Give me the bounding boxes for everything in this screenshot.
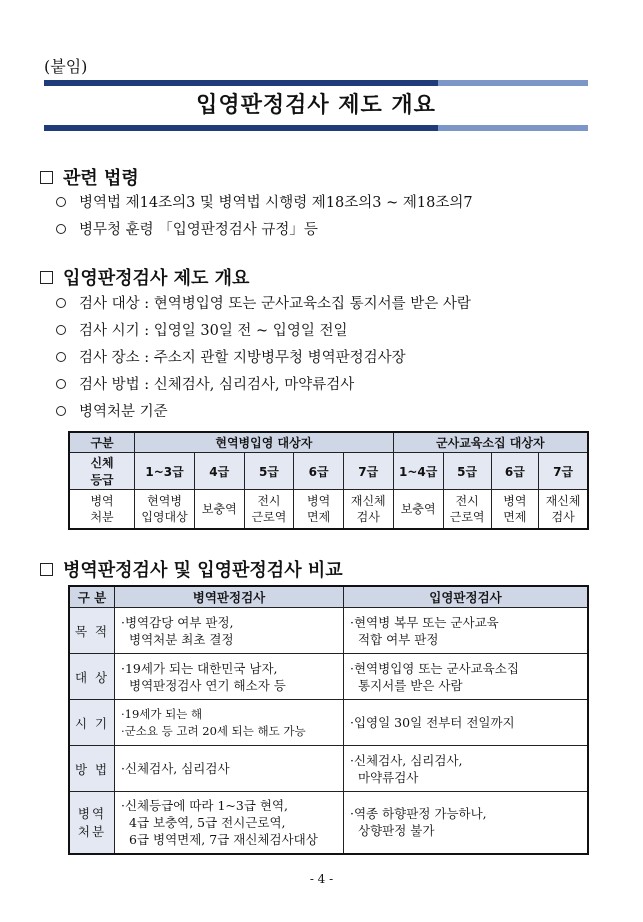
- draft-exam-cell: ·19세가 되는 대한민국 남자, 병역판정검사 연기 해소자 등: [115, 654, 344, 700]
- grade-cell: 1~4급: [393, 453, 443, 490]
- list-item-text: 병무청 훈령 「입영판정검사 규정」등: [79, 222, 318, 238]
- enlistment-exam-cell: ·현역병입영 또는 군사교육소집 통지서를 받은 사람: [344, 654, 589, 700]
- row-label: 시 기: [69, 700, 115, 746]
- table-corner-header: 구분: [69, 432, 135, 453]
- table-row: [69, 792, 588, 854]
- circle-bullet-icon: [56, 224, 66, 234]
- section-heading-text: 입영판정검사 제도 개요: [63, 268, 250, 289]
- circle-bullet-icon: [56, 406, 66, 416]
- disposition-cell: 전시 근로역: [443, 490, 491, 530]
- disposition-cell: 병역 면제: [294, 490, 344, 530]
- grade-cell: 6급: [491, 453, 539, 490]
- list-item: [56, 292, 471, 313]
- attachment-label: (붙임): [44, 57, 88, 76]
- section-heading-comparison: [40, 556, 343, 582]
- section-heading-text: 관련 법령: [63, 168, 139, 189]
- list-item: [56, 218, 318, 239]
- enlistment-exam-cell: ·현역병 복무 또는 군사교육 적합 여부 판정: [344, 608, 589, 654]
- disposition-criteria-table: [68, 431, 589, 530]
- disposition-cell: 보충역: [194, 490, 244, 530]
- grade-cell: 5급: [244, 453, 294, 490]
- circle-bullet-icon: [56, 325, 66, 335]
- enlistment-exam-cell: ·입영일 30일 전부터 전일까지: [344, 700, 589, 746]
- grade-cell: 6급: [294, 453, 344, 490]
- group-header-active-duty: 현역병입영 대상자: [135, 432, 393, 453]
- title-rule-top: [44, 80, 588, 86]
- draft-exam-cell: ·병역감당 여부 판정, 병역처분 최초 결정: [115, 608, 344, 654]
- square-bullet-icon: [40, 563, 53, 576]
- grade-cell: 4급: [194, 453, 244, 490]
- group-header-military-training: 군사교육소집 대상자: [393, 432, 588, 453]
- table-row: [69, 700, 588, 746]
- grade-cell: 5급: [443, 453, 491, 490]
- grade-row: [69, 453, 588, 490]
- comparison-header-enlistment-exam: 입영판정검사: [344, 586, 589, 608]
- grade-cell: 1~3급: [135, 453, 195, 490]
- disposition-cell: 병역 면제: [491, 490, 539, 530]
- row-label: 대 상: [69, 654, 115, 700]
- title-rule-bottom: [44, 125, 588, 131]
- list-item-text: 병역법 제14조의3 및 병역법 시행령 제18조의3 ~ 제18조의7: [79, 195, 473, 211]
- grade-cell: 7급: [343, 453, 393, 490]
- list-item: [56, 319, 347, 340]
- disposition-row: [69, 490, 588, 530]
- section-heading-overview: [40, 264, 249, 290]
- section-heading-laws: [40, 164, 139, 190]
- draft-exam-cell: ·신체검사, 심리검사: [115, 746, 344, 792]
- list-item-text: 병역처분 기준: [79, 404, 168, 420]
- square-bullet-icon: [40, 171, 53, 184]
- table-row: [69, 608, 588, 654]
- list-item: [56, 191, 473, 212]
- row-label: 목 적: [69, 608, 115, 654]
- disposition-cell: 전시 근로역: [244, 490, 294, 530]
- enlistment-exam-cell: ·신체검사, 심리검사, 마약류검사: [344, 746, 589, 792]
- grade-row-label: 신체 등급: [69, 453, 135, 490]
- row-label: 방 법: [69, 746, 115, 792]
- draft-exam-cell: ·19세가 되는 해 ·군소요 등 고려 20세 되는 해도 가능: [115, 700, 344, 746]
- disposition-row-label: 병역 처분: [69, 490, 135, 530]
- comparison-header-category: 구 분: [69, 586, 115, 608]
- disposition-cell: 재신체 검사: [539, 490, 588, 530]
- table-row: [69, 746, 588, 792]
- list-item-text: 검사 장소 : 주소지 관할 지방병무청 병역판정검사장: [79, 350, 406, 366]
- list-item-text: 검사 대상 : 현역병입영 또는 군사교육소집 통지서를 받은 사람: [79, 296, 471, 312]
- section-heading-text: 병역판정검사 및 입영판정검사 비교: [63, 560, 343, 581]
- title-rule-bottom-accent: [438, 125, 588, 131]
- title-rule-top-accent: [438, 80, 588, 86]
- circle-bullet-icon: [56, 298, 66, 308]
- disposition-cell: 보충역: [393, 490, 443, 530]
- circle-bullet-icon: [56, 197, 66, 207]
- list-item-text: 검사 방법 : 신체검사, 심리검사, 마약류검사: [79, 377, 355, 393]
- draft-exam-cell: ·신체등급에 따라 1~3급 현역, 4급 보충역, 5급 전시근로역, 6급 병역면제, 7급 재신체검사대상: [115, 792, 344, 854]
- circle-bullet-icon: [56, 379, 66, 389]
- disposition-cell: 재신체 검사: [343, 490, 393, 530]
- enlistment-exam-cell: ·역종 하향판정 가능하나, 상향판정 불가: [344, 792, 589, 854]
- disposition-cell: 현역병 입영대상: [135, 490, 195, 530]
- page-number: - 4 -: [309, 872, 334, 886]
- square-bullet-icon: [40, 271, 53, 284]
- comparison-table: [68, 585, 589, 855]
- list-item-text: 검사 시기 : 입영일 30일 전 ~ 입영일 전일: [79, 323, 348, 339]
- list-item: [56, 373, 354, 394]
- circle-bullet-icon: [56, 352, 66, 362]
- comparison-header-draft-exam: 병역판정검사: [115, 586, 344, 608]
- list-item: [56, 400, 168, 421]
- row-label: 병역 처분: [69, 792, 115, 854]
- table-row: [69, 654, 588, 700]
- page-title: 입영판정검사 제도 개요: [196, 93, 436, 118]
- list-item: [56, 346, 406, 367]
- grade-cell: 7급: [539, 453, 588, 490]
